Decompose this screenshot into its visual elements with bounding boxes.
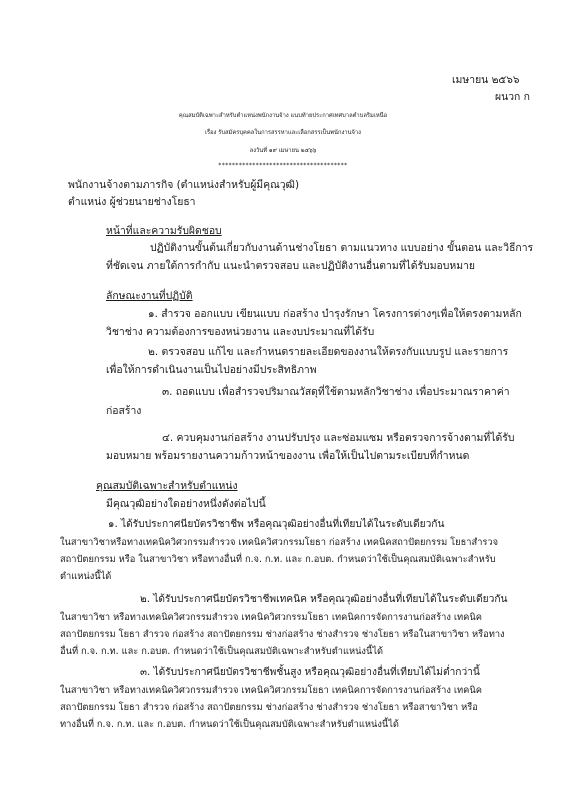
document-date: เมษายน ๒๕๖๖ xyxy=(452,74,520,86)
qualifications-subheading: มีคุณวุฒิอย่างใดอย่างหนึ่งดังต่อไปนี้ xyxy=(106,498,266,510)
star-divider: ************************************** xyxy=(218,163,348,169)
qualification-item-cont: ในสาขาวิชาหรือทางเทคนิควิศวกรรมสำรวจ เทคนิควิศวกรรมโยธา ก่อสร้าง เทคนิคสถาปัตยกรรม โยธาสำรวจ xyxy=(60,537,499,548)
duties-heading: หน้าที่และความรับผิดชอบ xyxy=(106,225,222,237)
qualification-item: ๒. ได้รับประกาศนียบัตรวิชาชีพเทคนิค หรือคุณวุฒิอย่างอื่นที่เทียบได้ในระดับเดียวกัน xyxy=(140,594,508,605)
qualification-item-cont: สถาปัตยกรรม หรือ ในสาขาวิชา หรือทางอื่นที่ ก.จ. ก.ท. และ ก.อบต. กำหนดว่าใช้เป็นคุณสมบัติเฉพาะสำหรับ xyxy=(60,554,496,565)
qualification-item-cont: สถาปัตยกรรม โยธา สำรวจ ก่อสร้าง สถาปัตยกรรม ช่างก่อสร้าง ช่างสำรวจ ช่างโยธา หรือสาขาวิชา หรือ xyxy=(60,702,478,713)
task-item-cont: วิชาช่าง ความต้องการของหน่วยงาน และงบประมาณที่ได้รับ xyxy=(106,326,375,338)
document-dated: ลงวันที่ ๑๙ เมษายน ๒๕๖๖ xyxy=(249,148,317,154)
qualification-item: ๓. ได้รับประกาศนียบัตรวิชาชีพชั้นสูง หรือคุณวุฒิอย่างอื่นที่เทียบได้ไม่ต่ำกว่านี้ xyxy=(140,667,480,678)
qualification-item-cont: ทางอื่นที่ ก.จ. ก.ท. และ ก.อบต. กำหนดว่าใช้เป็นคุณสมบัติเฉพาะสำหรับตำแหน่งนี้ได้ xyxy=(60,719,399,730)
task-item: ๒. ตรวจสอบ แก้ไข และกำหนดรายละเอียดของงานให้ตรงกับแบบรูป และรายการ xyxy=(148,346,509,358)
document-title: คุณสมบัติเฉพาะสำหรับตำแหน่งพนักงานจ้าง แนบท้ายประกาศเทศบาลตำบลริมเหนือ xyxy=(178,113,388,119)
duties-line: ที่ชัดเจน ภายใต้การกำกับ แนะนำตรวจสอบ และปฏิบัติงานอื่นตามที่ได้รับมอบหมาย xyxy=(106,260,476,272)
document-subject: เรื่อง รับสมัครบุคคลในการสรรหาและเลือกสรรเป็นพนักงานจ้าง xyxy=(204,130,362,136)
task-item-cont: ก่อสร้าง xyxy=(106,405,142,417)
task-item-cont: มอบหมาย พร้อมรายงานความก้าวหน้าของงาน เพื่อให้เป็นไปตามระเบียบที่กำหนด xyxy=(106,450,470,462)
qualification-item: ๑. ได้รับประกาศนียบัตรวิชาชีพ หรือคุณวุฒิอย่างอื่นที่เทียบได้ในระดับเดียวกัน xyxy=(108,519,445,530)
task-item: ๑. สำรวจ ออกแบบ เขียนแบบ ก่อสร้าง บำรุงรักษา โครงการต่างๆเพื่อให้ตรงตามหลัก xyxy=(148,308,522,320)
task-item-cont: เพื่อให้การดำเนินงานเป็นไปอย่างมีประสิทธิภาพ xyxy=(106,364,317,376)
task-item: ๓. ถอดแบบ เพื่อสำรวจปริมาณวัสดุที่ใช้ตามหลักวิชาช่าง เพื่อประมาณราคาค่า xyxy=(162,386,510,398)
position-type: พนักงานจ้างตามภารกิจ (ตำแหน่งสำหรับผู้มีคุณวุฒิ) xyxy=(68,179,299,191)
task-item: ๔. ควบคุมงานก่อสร้าง งานปรับปรุง และซ่อมแซม หรือตรวจการจ้างตามที่ได้รับ xyxy=(162,432,515,444)
qualification-item-cont: ในสาขาวิชา หรือทางเทคนิควิศวกรรมสำรวจ เทคนิควิศวกรรมโยธา เทคนิคการจัดการงานก่อสร้าง เทคนิค xyxy=(60,612,482,623)
qualification-item-cont: อื่นที่ ก.จ. ก.ท. และ ก.อบต. กำหนดว่าใช้เป็นคุณสมบัติเฉพาะสำหรับตำแหน่งนี้ได้ xyxy=(60,646,384,657)
qualifications-heading: คุณสมบัติเฉพาะสำหรับตำแหน่ง xyxy=(96,480,238,492)
qualification-item-cont: สถาปัตยกรรม โยธา สำรวจ ก่อสร้าง สถาปัตยกรรม ช่างก่อสร้าง ช่างสำรวจ ช่างโยธา หรือในสาขาวิชา หรือทาง xyxy=(60,629,505,640)
tasks-heading: ลักษณะงานที่ปฏิบัติ xyxy=(106,290,193,302)
qualification-item-cont: ในสาขาวิชา หรือทางเทคนิควิศวกรรมสำรวจ เทคนิควิศวกรรมโยธา เทคนิคการจัดการงานก่อสร้าง เทคนิค xyxy=(60,685,482,696)
qualification-item-cont: ตำแหน่งนี้ได้ xyxy=(60,571,112,582)
position-name: ตำแหน่ง ผู้ช่วยนายช่างโยธา xyxy=(68,196,196,208)
duties-line: ปฏิบัติงานขั้นต้นเกี่ยวกับงานด้านช่างโยธา ตามแนวทาง แบบอย่าง ขั้นตอน และวิธีการ xyxy=(150,242,534,254)
attachment-label: ผนวก ก xyxy=(495,91,530,103)
